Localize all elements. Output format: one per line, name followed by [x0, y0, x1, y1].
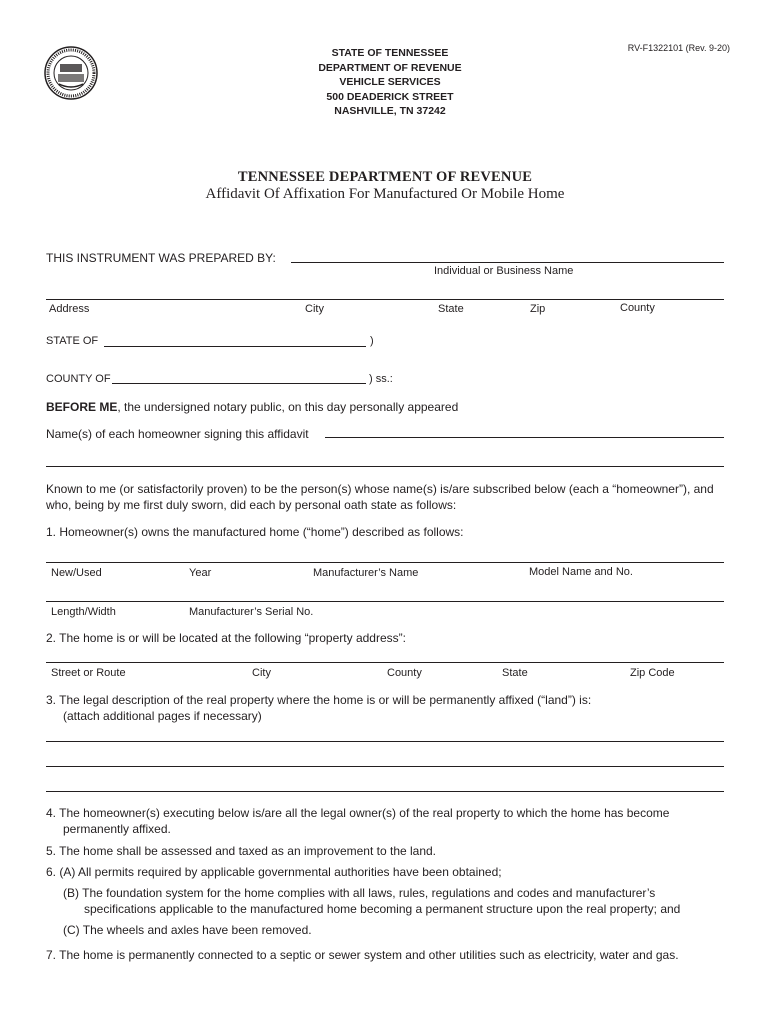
city-caption: City [305, 303, 324, 315]
item-3: 3. The legal description of the real property where the home is or will be permanently affixed (“land”) is: [46, 693, 592, 707]
name-caption: Individual or Business Name [434, 265, 574, 277]
venue-paren: ) [370, 335, 374, 347]
zip-caption: Zip [530, 303, 546, 315]
document-subtitle: Affidavit Of Affixation For Manufactured Or Mobile Home [205, 186, 565, 202]
address-city-caption: City [252, 667, 271, 679]
homeowner-names-label: Name(s) of each homeowner signing this affidavit [46, 427, 309, 441]
prepared-by-address-field[interactable] [46, 299, 724, 300]
item-7: 7. The home is permanently connected to a septic or sewer system and other utilities such as electricity, water and gas. [46, 948, 679, 962]
item-3-note: (attach additional pages if necessary) [63, 709, 262, 723]
state-seal-icon [44, 46, 98, 100]
legal-description-line-2[interactable] [46, 766, 724, 767]
year-caption: Year [189, 567, 212, 579]
prepared-by-name-field[interactable] [291, 262, 724, 263]
model-caption: Model Name and No. [529, 566, 633, 578]
home-description-field[interactable] [46, 562, 724, 563]
prepared-by-label: THIS INSTRUMENT WAS PREPARED BY: [46, 251, 276, 265]
header-line: 500 DEADERICK STREET [326, 90, 454, 103]
header-line: NASHVILLE, TN 37242 [334, 105, 446, 117]
before-me-statement [46, 400, 458, 414]
known-to-me-paragraph: Known to me (or satisfactorily proven) to be the person(s) whose name(s) is/are subscribed below (each a “homeowner”), and who, being by me first duly sworn, did each by personal oath state as follows: [46, 482, 714, 512]
county-caption: County [620, 302, 655, 314]
property-address-field[interactable] [46, 662, 724, 663]
state-of-field[interactable] [104, 346, 366, 347]
item-2: 2. The home is or will be located at the following “property address”: [46, 631, 406, 645]
legal-description-line-3[interactable] [46, 791, 724, 792]
county-of-label: COUNTY OF [46, 373, 111, 385]
form-number: RV-F1322101 (Rev. 9-20) [627, 43, 730, 53]
address-county-caption: County [387, 667, 422, 679]
item-6c: (C) The wheels and axles have been removed. [63, 923, 312, 937]
home-size-serial-field[interactable] [46, 601, 724, 602]
manufacturer-caption: Manufacturer’s Name [313, 567, 419, 579]
legal-description-line-1[interactable] [46, 741, 724, 742]
before-me-bold: BEFORE ME [46, 400, 118, 414]
header-line: DEPARTMENT OF REVENUE [318, 61, 462, 74]
header-line: STATE OF TENNESSEE [331, 47, 449, 59]
serial-caption: Manufacturer’s Serial No. [189, 606, 314, 618]
item-6a: 6. (A) All permits required by applicable governmental authorities have been obtained; [46, 865, 502, 879]
item-4: 4. The homeowner(s) executing below is/are all the legal owner(s) of the real property to which the home has become [46, 806, 670, 820]
state-caption: State [438, 303, 464, 315]
ss-label: ) ss.: [369, 373, 393, 385]
item-4-cont: permanently affixed. [63, 822, 171, 836]
document-title: TENNESSEE DEPARTMENT OF REVENUE [237, 169, 533, 185]
before-me-rest: , the undersigned notary public, on this day personally appeared [117, 400, 459, 414]
length-width-caption: Length/Width [51, 606, 116, 618]
item-5: 5. The home shall be assessed and taxed as an improvement to the land. [46, 844, 437, 858]
new-used-caption: New/Used [51, 567, 102, 579]
homeowner-names-field-2[interactable] [46, 466, 724, 467]
header-line: VEHICLE SERVICES [339, 76, 441, 88]
agency-header [300, 46, 480, 119]
address-caption: Address [49, 303, 90, 315]
item-1: 1. Homeowner(s) owns the manufactured home (“home”) described as follows: [46, 525, 464, 539]
state-of-label: STATE OF [46, 335, 99, 347]
homeowner-names-field[interactable] [325, 437, 724, 438]
address-zip-caption: Zip Code [630, 667, 675, 679]
address-state-caption: State [502, 667, 528, 679]
street-caption: Street or Route [51, 667, 126, 679]
item-6b: (B) The foundation system for the home complies with all laws, rules, regulations and codes and manufacturer’s [63, 886, 656, 900]
item-6b-cont: specifications applicable to the manufactured home becoming a permanent structure upon the real property; and [84, 902, 681, 916]
county-of-field[interactable] [112, 383, 366, 384]
